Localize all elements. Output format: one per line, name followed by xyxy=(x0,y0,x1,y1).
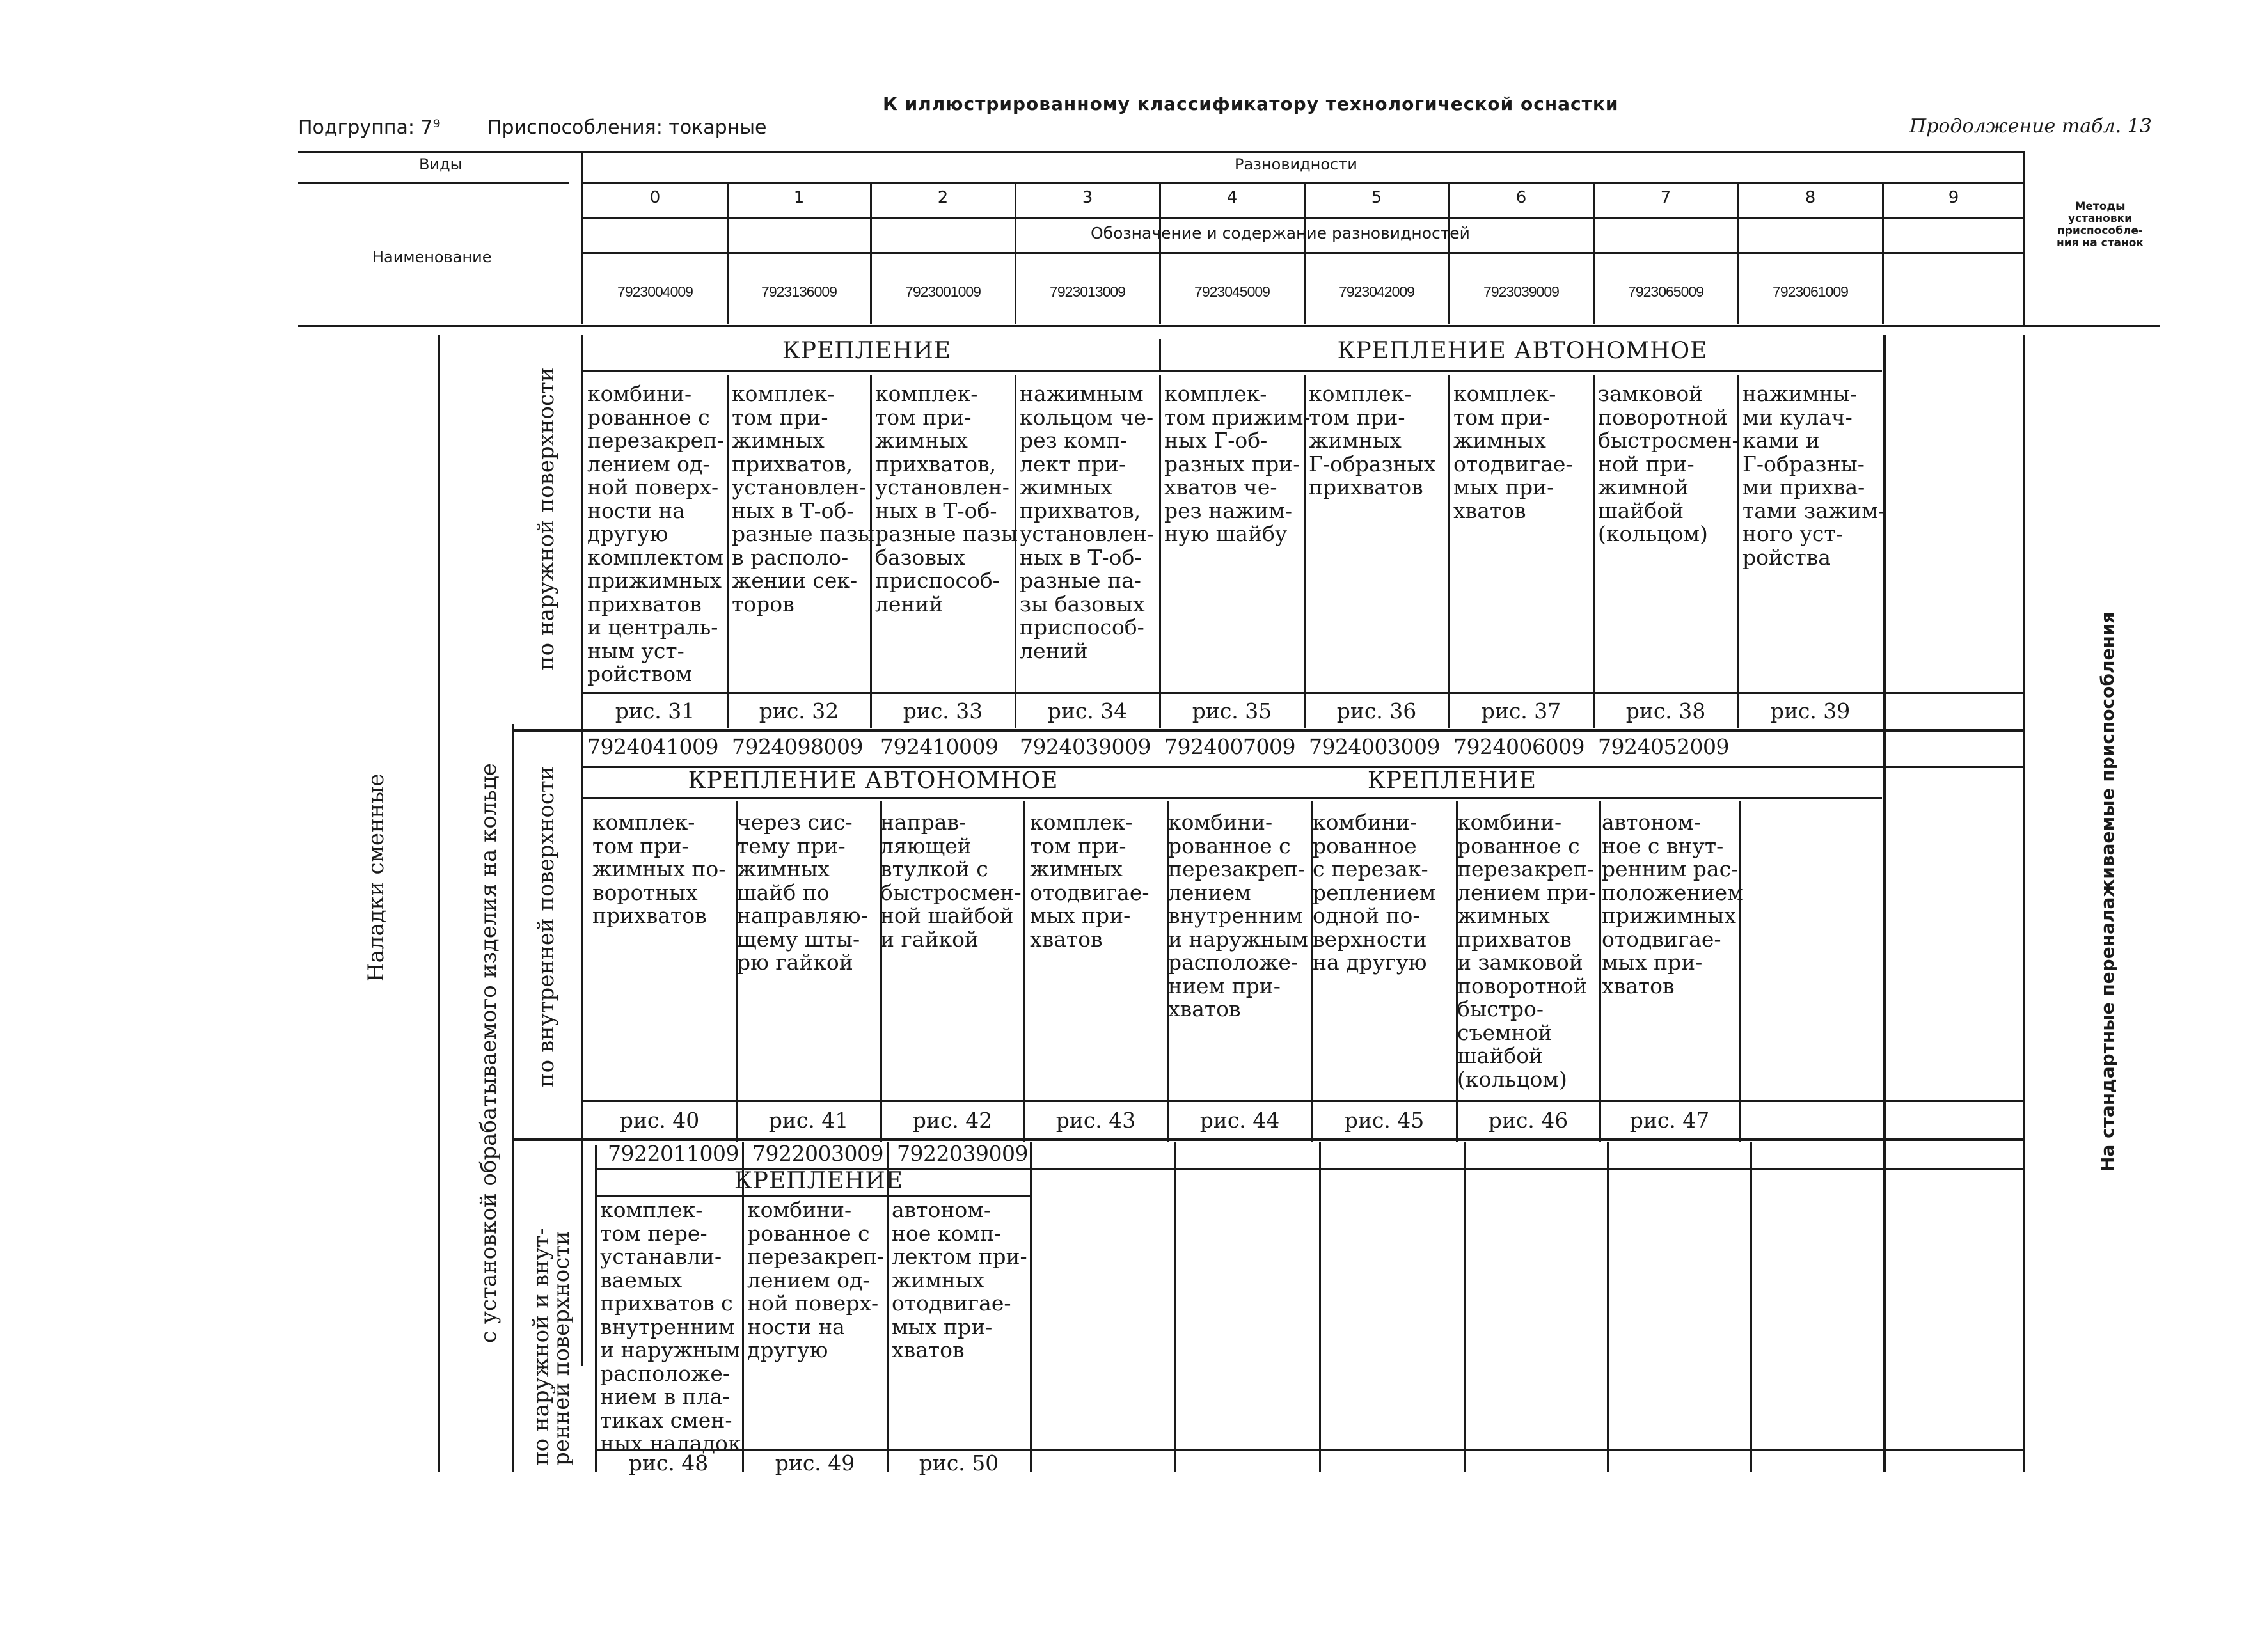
block1-variant-3: нажимным кольцом че- рез комп- лект при- жимных прихватов, установлен- ных в Т-об- разные па- зы базовых приспособ- лений xyxy=(1020,381,1154,663)
block1-section-rule xyxy=(583,370,1882,372)
block1-variant-6: комплек- том при- жимных отодвигае- мых при- хватов xyxy=(1453,381,1573,523)
block2-code-4: 7924007009 xyxy=(1164,734,1295,759)
name-header: Наименование xyxy=(372,248,492,266)
block2-code-7: 7924052009 xyxy=(1598,734,1729,759)
head-code-4: 7923045009 xyxy=(1194,283,1270,300)
block2-variant-1: через сис- тему при- жимных шайб по направляю- щему шты- рю гайкой xyxy=(737,810,868,975)
block1-section-krepleniye: КРЕПЛЕНИЕ xyxy=(782,338,952,364)
block2-fig-46: рис. 46 xyxy=(1488,1108,1569,1133)
block2-col-8 xyxy=(1739,801,1741,1142)
block2-section-krepleniye: КРЕПЛЕНИЕ xyxy=(1367,767,1537,794)
block1-fig-36: рис. 36 xyxy=(1336,698,1417,723)
varieties-header: Разновидности xyxy=(1235,155,1357,173)
block2-code-2: 792410009 xyxy=(880,734,999,759)
block2-code-1: 7924098009 xyxy=(732,734,863,759)
block1-fig-34: рис. 34 xyxy=(1047,698,1128,723)
block1-col-1 xyxy=(727,375,729,728)
block2-fig-40: рис. 40 xyxy=(619,1108,700,1133)
block1-col-8 xyxy=(1737,375,1739,728)
side-row-label-outer: по наружной поверхности xyxy=(533,367,559,670)
block3-col-4 xyxy=(1174,1142,1176,1472)
head-col-9 xyxy=(1882,182,1884,324)
head-col-8 xyxy=(1737,182,1739,324)
head-code-3: 7923013009 xyxy=(1050,283,1125,300)
variety-index-4: 4 xyxy=(1226,188,1238,207)
block2-section-rule xyxy=(583,797,1882,799)
block2-fig-43: рис. 43 xyxy=(1055,1108,1136,1133)
block1-bottom-rule xyxy=(512,729,2024,732)
head-divider xyxy=(581,151,583,324)
block2-col-4 xyxy=(1167,801,1169,1142)
block1-col-6 xyxy=(1448,375,1450,728)
block2-variant-6: комбини- рованное с перезакреп- лением при- жимных прихватов и замковой поворотной быстро- съемной шайбой (кольцом) xyxy=(1457,810,1596,1092)
block1-col-2 xyxy=(870,375,872,728)
block2-col-5 xyxy=(1311,801,1313,1142)
side-right-label: На стандартные переналаживаемые приспособления xyxy=(2097,611,2118,1172)
subgroup-label: Подгруппа: 7⁹ xyxy=(298,116,441,139)
head-right-edge xyxy=(2023,151,2025,326)
block3-col-5 xyxy=(1319,1142,1321,1472)
varieties-rule xyxy=(583,182,2023,184)
block3-code-1: 7922003009 xyxy=(752,1141,883,1166)
block1-variant-7: замковой поворотной быстросмен- ной при- жимной шайбой (кольцом) xyxy=(1598,381,1739,546)
block3-col-2 xyxy=(887,1142,889,1472)
block2-col-7 xyxy=(1599,801,1601,1142)
variety-index-2: 2 xyxy=(937,188,949,207)
head-code-5: 7923042009 xyxy=(1339,283,1414,300)
variety-index-5: 5 xyxy=(1371,188,1382,207)
body-main-left xyxy=(581,335,583,1366)
block1-variant-1: комплек- том при- жимных прихватов, установлен- ных в Т-об- разные пазы в располо- жении сек- торов xyxy=(732,381,875,617)
designation-header: Обозначение и содержание разновидностей xyxy=(1091,224,1470,242)
block2-fig-42: рис. 42 xyxy=(912,1108,993,1133)
block3-col-8 xyxy=(1750,1142,1752,1472)
block2-variant-2: направ- ляющей втулкой с быстросмен- ной шайбой и гайкой xyxy=(880,810,1022,952)
block2-col-2 xyxy=(880,801,882,1142)
side-subgroup-label: с установкой обрабатываемого изделия на кольце xyxy=(476,763,502,1343)
head-code-6: 7923039009 xyxy=(1483,283,1559,300)
block2-fig-45: рис. 45 xyxy=(1344,1108,1425,1133)
block2-fig-rule xyxy=(583,1100,2024,1102)
block1-variant-5: комплек- том при- жимных Г-образных прихватов xyxy=(1309,381,1436,500)
block1-variant-4: комплек- том прижим- ных Г-об- разных при- хватов че- рез нажим- ную шайбу xyxy=(1164,381,1311,546)
head-col-6 xyxy=(1448,182,1450,324)
variety-index-9: 9 xyxy=(1948,188,1959,207)
group-divider xyxy=(512,724,514,1472)
continuation-label: Продолжение табл. 13 xyxy=(1909,115,2152,138)
block2-fig-47: рис. 47 xyxy=(1629,1108,1710,1133)
block1-fig-35: рис. 35 xyxy=(1192,698,1272,723)
block2-fig-44: рис. 44 xyxy=(1199,1108,1280,1133)
block2-code-3: 7924039009 xyxy=(1020,734,1151,759)
block2-code-6: 7924006009 xyxy=(1453,734,1584,759)
block3-col-7 xyxy=(1607,1142,1609,1472)
head-code-7: 7923065009 xyxy=(1628,283,1703,300)
side-row-label-both: по наружной и внут- ренней поверхности xyxy=(528,1227,574,1466)
index-rule xyxy=(583,217,2023,219)
block3-fig-49: рис. 49 xyxy=(775,1451,855,1475)
block2-code-0: 7924041009 xyxy=(587,734,718,759)
block2-col-6 xyxy=(1456,801,1458,1142)
head-code-1: 7923136009 xyxy=(761,283,837,300)
head-col-1 xyxy=(727,182,729,324)
variety-index-0: 0 xyxy=(649,188,661,207)
variety-index-1: 1 xyxy=(793,188,805,207)
block2-variant-0: комплек- том при- жимных по- воротных прихватов xyxy=(592,810,726,928)
table-top-rule xyxy=(298,151,2025,153)
variety-index-6: 6 xyxy=(1515,188,1527,207)
block3-left-edge xyxy=(595,1145,597,1472)
block3-col-6 xyxy=(1464,1142,1466,1472)
block1-fig-31: рис. 31 xyxy=(615,698,695,723)
block1-fig-38: рис. 38 xyxy=(1625,698,1706,723)
block3-fig-48: рис. 48 xyxy=(628,1451,709,1475)
head-code-0: 7923004009 xyxy=(617,283,693,300)
head-code-2: 7923001009 xyxy=(905,283,981,300)
block2-fig-41: рис. 41 xyxy=(768,1108,849,1133)
block3-variant-1: комбини- рованное с перезакреп- лением од- ной поверх- ности на другую xyxy=(747,1197,885,1362)
block1-fig-39: рис. 39 xyxy=(1770,698,1851,723)
block2-variant-7: автоном- ное с внут- ренним рас- положением прижимных отодвигае- мых при- хватов xyxy=(1602,810,1744,998)
block1-col-3 xyxy=(1015,375,1016,728)
block1-fig-32: рис. 32 xyxy=(759,698,839,723)
block1-section-avtonomnoe: КРЕПЛЕНИЕ АВТОНОМНОЕ xyxy=(1337,338,1708,364)
side-group-label: Наладки сменные xyxy=(363,773,389,982)
head-col-7 xyxy=(1593,182,1595,324)
block1-col-4 xyxy=(1159,375,1161,728)
head-col-4 xyxy=(1159,182,1161,324)
block1-col-5 xyxy=(1304,375,1306,728)
block1-variant-0: комбини- рованное с перезакреп- лением од- ной поверх- ности на другую комплектом прижимных прихватов и централь- ным уст- ройством xyxy=(587,381,725,686)
block3-section-rule xyxy=(595,1195,1030,1197)
head-col-2 xyxy=(870,182,872,324)
block3-code-0: 7922011009 xyxy=(608,1141,739,1166)
block1-fig-33: рис. 33 xyxy=(903,698,983,723)
variety-index-7: 7 xyxy=(1660,188,1671,207)
block3-fig-50: рис. 50 xyxy=(919,1451,999,1475)
block1-variant-2: комплек- том при- жимных прихватов, установлен- ных в Т-об- разные пазы базовых приспособ- лений xyxy=(875,381,1018,617)
block2-code-5: 7924003009 xyxy=(1309,734,1440,759)
block3-col-1 xyxy=(742,1142,744,1472)
block3-col-3 xyxy=(1030,1142,1032,1472)
block2-variant-5: комбини- рованное с перезак- реплением одной по- верхности на другую xyxy=(1313,810,1436,975)
body-right-edge xyxy=(2023,335,2025,1472)
block2-col-1 xyxy=(736,801,738,1142)
block1-col-7 xyxy=(1593,375,1595,728)
side-row-label-inner: по внутренней поверхности xyxy=(533,766,559,1087)
variety-index-8: 8 xyxy=(1805,188,1816,207)
page-title: К иллюстрированному классификатору технологической оснастки xyxy=(883,93,1619,114)
block1-variant-8: нажимны- ми кулач- ками и Г-образны- ми прихва- тами зажим- ного уст- ройства xyxy=(1742,381,1885,570)
variety-index-3: 3 xyxy=(1082,188,1093,207)
designation-rule xyxy=(583,252,2023,254)
head-col-5 xyxy=(1304,182,1306,324)
block1-section-divider xyxy=(1159,339,1161,370)
block2-variant-3: комплек- том при- жимных отодвигае- мых при- хватов xyxy=(1030,810,1150,952)
block3-section-krepleniye: КРЕПЛЕНИЕ xyxy=(734,1168,904,1194)
block2-variant-4: комбини- рованное с перезакреп- лением внутренним и наружным расположе- нием при- хватов xyxy=(1168,810,1308,1021)
head-bottom-rule xyxy=(298,325,2160,327)
kinds-header: Виды xyxy=(419,155,462,173)
head-code-8: 7923061009 xyxy=(1773,283,1848,300)
head-col-3 xyxy=(1015,182,1016,324)
block3-variant-0: комплек- том пере- устанавли- ваемых прихватов с внутренним и наружным расположе- нием в пла- тиках смен- ных наладок xyxy=(600,1197,741,1456)
block1-fig-37: рис. 37 xyxy=(1481,698,1561,723)
block3-variant-2: автоном- ное комп- лектом при- жимных отодвигае- мых при- хватов xyxy=(892,1197,1027,1362)
body-left-edge xyxy=(438,335,440,1472)
block3-code-2: 7922039009 xyxy=(897,1141,1028,1166)
block2-section-avtonomnoe: КРЕПЛЕНИЕ АВТОНОМНОЕ xyxy=(688,767,1059,794)
block1-fig-rule xyxy=(583,692,2024,694)
block2-col-3 xyxy=(1023,801,1025,1142)
fixtures-label: Приспособления: токарные xyxy=(487,116,767,139)
head-rule-left xyxy=(298,182,569,184)
methods-header: Методы установки приспособле- ния на станок xyxy=(2057,200,2144,249)
